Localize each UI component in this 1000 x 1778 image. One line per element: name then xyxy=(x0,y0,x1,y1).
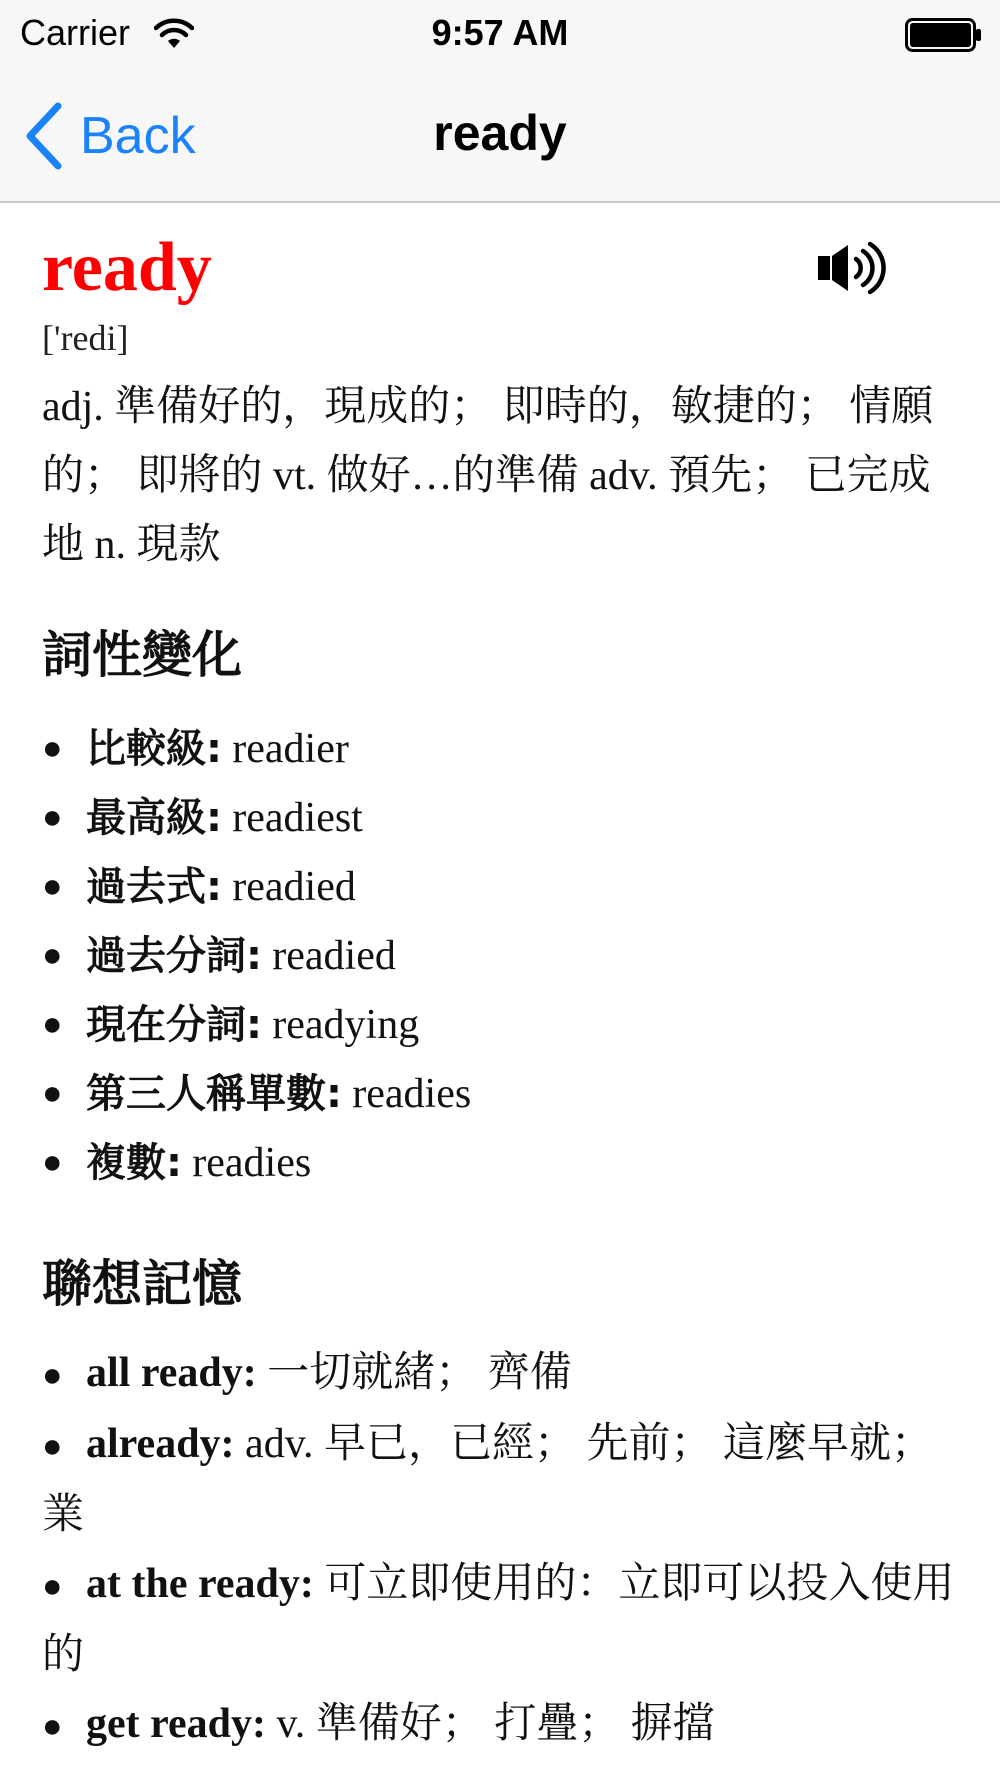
list-item xyxy=(42,1128,962,1197)
form-value: readied xyxy=(232,863,356,910)
association-heading: 聯想記憶 xyxy=(42,1254,242,1313)
list-item xyxy=(42,852,962,921)
definition-text: adj. 準備好的，現成的； 即時的，敏捷的； 情願的； 即將的 vt. 做好…的準備 adv. 預先； 已完成地 n. 現款 xyxy=(42,383,934,568)
form-label: 過去分詞: xyxy=(86,932,262,979)
bullet-icon: ● xyxy=(42,1005,63,1043)
phrase-term: all ready: xyxy=(86,1349,257,1396)
list-item xyxy=(42,783,962,852)
carrier-label: Carrier xyxy=(20,12,131,53)
form-label: 最高級: xyxy=(86,794,222,841)
bullet-icon: ● xyxy=(42,1143,63,1181)
phrase-term: get ready: xyxy=(86,1700,266,1747)
form-label: 第三人稱單數: xyxy=(86,1070,342,1117)
form-label: 過去式: xyxy=(86,863,222,910)
status-bar xyxy=(0,0,1000,70)
bullet-icon: ● xyxy=(42,1427,63,1465)
list-item xyxy=(42,1410,962,1550)
form-value: readies xyxy=(352,1070,472,1117)
phrase-term: already: xyxy=(86,1420,235,1467)
phrase-meaning: 可立即使用的：立即可以投入使用的 xyxy=(42,1560,955,1678)
list-item xyxy=(42,1059,962,1128)
bullet-icon: ● xyxy=(42,798,63,836)
list-item xyxy=(42,1550,962,1690)
phrase-meaning: 一切就緒； 齊備 xyxy=(267,1349,572,1396)
navigation-bar xyxy=(0,70,1000,203)
speaker-icon[interactable] xyxy=(816,241,886,295)
list-item xyxy=(42,1690,962,1761)
list-item xyxy=(42,921,962,990)
form-value: readies xyxy=(192,1139,312,1186)
page-title: ready xyxy=(433,105,567,161)
status-time: 9:57 AM xyxy=(431,12,569,53)
form-value: readied xyxy=(272,932,396,979)
list-item xyxy=(42,714,962,783)
form-value: readiest xyxy=(232,794,363,841)
list-item xyxy=(42,990,962,1059)
form-label: 現在分詞: xyxy=(86,1001,262,1048)
back-label: Back xyxy=(80,107,196,165)
form-label: 比較級: xyxy=(86,725,222,772)
phonetic-transcription: ['redi] xyxy=(42,318,129,358)
headword: ready xyxy=(42,229,212,306)
bullet-icon: ● xyxy=(42,1567,63,1605)
form-value: readier xyxy=(232,725,349,772)
word-forms-heading: 詞性變化 xyxy=(42,625,242,684)
bullet-icon: ● xyxy=(42,936,63,974)
bullet-icon: ● xyxy=(42,1707,63,1745)
association-list xyxy=(42,1339,962,1761)
bullet-icon: ● xyxy=(42,867,63,905)
bullet-icon: ● xyxy=(42,1074,63,1112)
battery-full-icon xyxy=(905,18,983,52)
word-forms-list xyxy=(42,714,962,1197)
form-value: readying xyxy=(272,1001,420,1048)
phrase-meaning: v. 準備好； 打疊； 摒擋 xyxy=(276,1700,715,1747)
dictionary-entry xyxy=(42,201,962,1761)
phrase-term: at the ready: xyxy=(86,1560,314,1607)
bullet-icon: ● xyxy=(42,729,63,767)
phrase-meaning: adv. 早已，已經； 先前； 這麼早就； 業 xyxy=(42,1420,933,1538)
list-item xyxy=(42,1339,962,1410)
form-label: 複數: xyxy=(86,1139,182,1186)
bullet-icon: ● xyxy=(42,1356,63,1394)
headword-row xyxy=(42,201,962,311)
